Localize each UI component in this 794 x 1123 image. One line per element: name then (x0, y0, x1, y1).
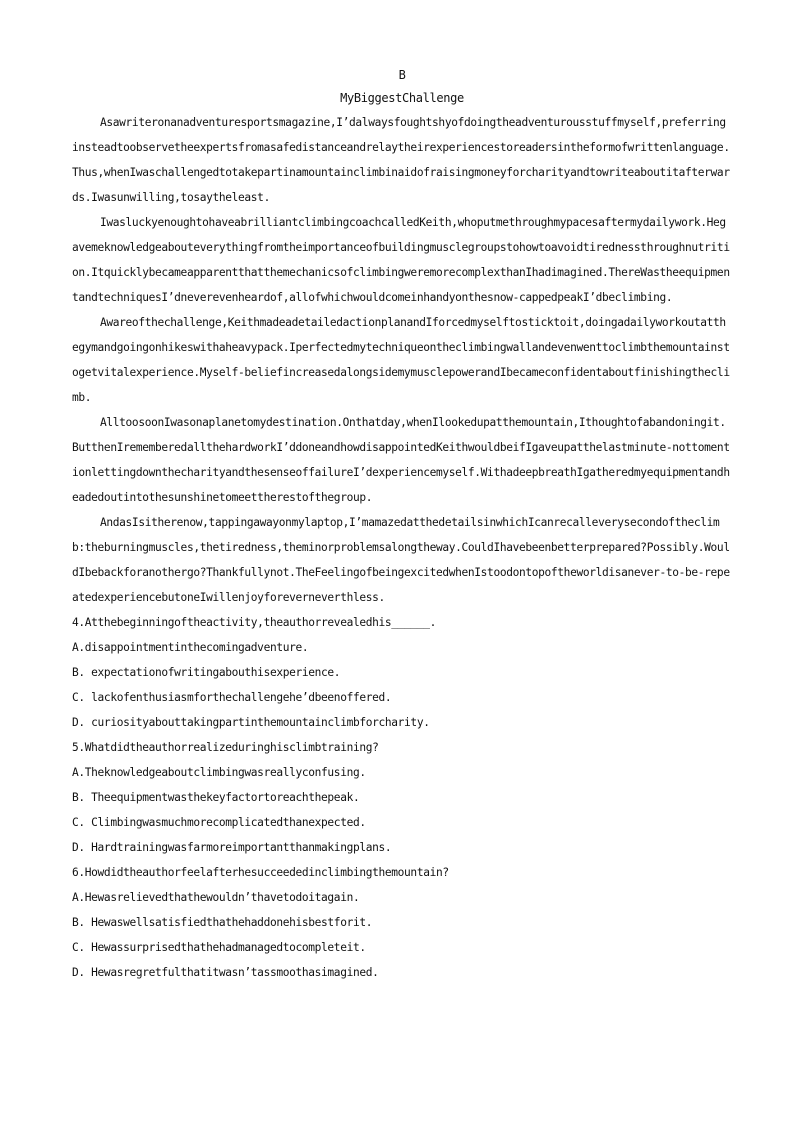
option-b: B. expectationofwritingabouthisexperience. (72, 666, 341, 679)
section-label: B (398, 68, 406, 82)
passage-paragraph-5: AndasIsitherenow,tappingawayonmylaptop,I’mamazedatthedetailsinwhichIcanrecalleverysecondoftheclimb:theburningmuscles,thetiredness,theminorproblemsalongtheway.CouldIhavebeenbetterprepared?Possibly.WouldIbebackforanothergo?Thankfullynot.TheFeelingofbeingexcitedwhenIstoodontopoftheworldisanever-to-be-repeatedexperiencebutoneIwillenjoyforeverneverthless. (72, 516, 730, 604)
option-d: D. Hardtrainingwasfarmoreimportantthanmakingplans. (72, 841, 392, 854)
question-6 (72, 860, 732, 985)
option-c: C. lackofenthusiasmforthechallengehe’dbeenoffered. (72, 691, 392, 704)
option-b: B. Theequipmentwasthekeyfactortoreachthepeak. (72, 791, 360, 804)
option-d: D. Hewasregretfulthatitwasn’tassmoothasimagined. (72, 966, 379, 979)
question-stem: 4.Atthebeginningoftheactivity,theauthorrevealedhis______. (72, 616, 436, 629)
passage-paragraph-3: Awareofthechallenge,KeithmadeadetailedactionplanandIforcedmyselftosticktoit,doingadailyworkoutatthegymandgoingonhikeswithaheavypack.Iperfectedmytechniqueontheclimbingwallandevenwenttoclimbthemountainstogetvitalexperience.Myself-beliefincreasedalongsidemymusclepowerandIbecameconfidentaboutfinishingtheclimb. (72, 316, 730, 404)
passage-paragraph-1: Asawriteronanadventuresportsmagazine,I’dalwaysfoughtshyofdoingtheadventurousstuffmyself,preferringinsteadtoobservetheexpertsfromasafedistanceandrelaytheirexperiencestoreadersintheformofwrittenlanguage.Thus,whenIwaschallengedtotakepartinamountainclimbinaidofraisingmoneyforcharityandtowriteaboutitafterwards.Iwasunwilling,tosaytheleast. (72, 116, 730, 204)
question-5 (72, 735, 732, 860)
passage-title: MyBiggestChallenge (340, 91, 464, 105)
option-d: D. curiosityabouttakingpartinthemountainclimbforcharity. (72, 716, 430, 729)
option-c: C. Hewassurprisedthathehadmanagedtocompleteit. (72, 941, 366, 954)
passage-paragraph-2: IwasluckyenoughtohaveabrilliantclimbingcoachcalledKeith,whoputmethroughmypacesaftermydailywork.Hegavemeknowledgeabouteverythingfromtheimportanceofbuildingmusclegroupstohowtoavoidtirednessthroughnutrition.ItquicklybecameapparentthatthemechanicsofclimbingweremorecomplexthanIhadimagined.ThereWastheequipmentandtechniquesI’dneverevenheardof,allofwhichwouldcomeinhandyonthesnow-cappedpeakI’dbeclimbing. (72, 216, 730, 304)
option-a: A.Theknowledgeaboutclimbingwasreallyconfusing. (72, 766, 366, 779)
document-page (72, 64, 732, 985)
question-stem: 6.Howdidtheauthorfeelafterhesucceededinclimbingthemountain? (72, 866, 449, 879)
question-4 (72, 610, 732, 735)
option-a: A.Hewasrelievedthathewouldn’thavetodoitagain. (72, 891, 360, 904)
option-b: B. Hewaswellsatisfiedthathehaddonehisbestforit. (72, 916, 373, 929)
passage-paragraph-4: AlltoosoonIwasonaplanetomydestination.Onthatday,whenIlookedupatthemountain,Ithoughtofabandoningit.ButthenIrememberedallthehardworkI’ddoneandhowdisappointedKeithwouldbeifIgaveupatthelastminute-nottomentionlettingdownthecharityandthesenseoffailureI’dexperiencemyself.WithadeepbreathIgatheredmyequipmentandheadedoutintothesunshinetomeettherestofthegroup. (72, 416, 730, 504)
option-a: A.disappointmentinthecomingadventure. (72, 641, 309, 654)
question-stem: 5.Whatdidtheauthorrealizeduringhisclimbtraining? (72, 741, 379, 754)
option-c: C. Climbingwasmuchmorecomplicatedthanexpected. (72, 816, 366, 829)
